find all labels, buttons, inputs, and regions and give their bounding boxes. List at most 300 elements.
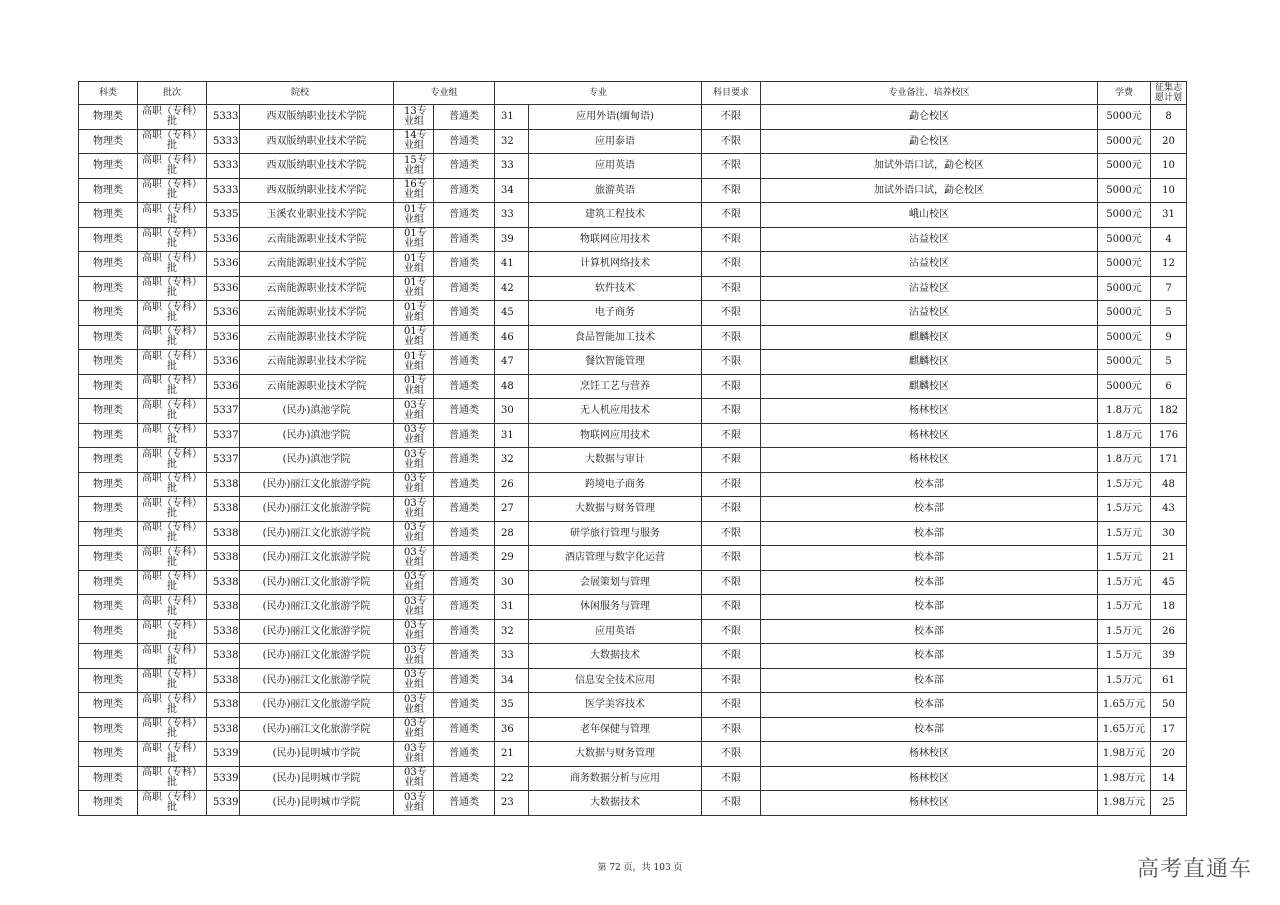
plan-count-cell: 8: [1151, 105, 1187, 130]
school-code-cell: 5338: [207, 693, 240, 718]
school-name-cell: (民办)昆明城市学院: [240, 766, 394, 791]
tuition-cell: 1.5万元: [1098, 472, 1151, 497]
group-type-cell: 普通类: [434, 374, 495, 399]
table-row: [79, 791, 1187, 816]
school-name-cell: 云南能源职业技术学院: [240, 350, 394, 375]
subject-req-cell: 不限: [702, 105, 761, 130]
major-code-cell: 26: [495, 472, 529, 497]
kelei-cell: 物理类: [79, 693, 138, 718]
plan-count-cell: 39: [1151, 644, 1187, 669]
page-footer: 第 72 页，共 103 页: [597, 863, 683, 873]
school-name-cell: (民办)丽江文化旅游学院: [240, 497, 394, 522]
tuition-cell: 1.5万元: [1098, 668, 1151, 693]
table-row: [79, 423, 1187, 448]
table-row: [79, 546, 1187, 571]
group-type-cell: 普通类: [434, 472, 495, 497]
school-code-cell: 5338: [207, 546, 240, 571]
kelei-cell: 物理类: [79, 717, 138, 742]
school-code-cell: 5338: [207, 717, 240, 742]
table-row: [79, 301, 1187, 326]
group-cell: 03专业组: [394, 570, 434, 595]
group-type-cell: 普通类: [434, 227, 495, 252]
table-row: [79, 766, 1187, 791]
pici-cell: 高职（专科）批: [138, 570, 207, 595]
major-name-cell: 酒店管理与数字化运营: [529, 546, 702, 571]
subject-req-cell: 不限: [702, 497, 761, 522]
tuition-cell: 1.5万元: [1098, 619, 1151, 644]
school-code-cell: 5338: [207, 497, 240, 522]
subject-req-cell: 不限: [702, 178, 761, 203]
subject-req-cell: 不限: [702, 399, 761, 424]
subject-req-cell: 不限: [702, 276, 761, 301]
subject-req-cell: 不限: [702, 203, 761, 228]
subject-req-cell: 不限: [702, 252, 761, 277]
major-code-cell: 31: [495, 595, 529, 620]
kelei-cell: 物理类: [79, 399, 138, 424]
school-name-cell: (民办)丽江文化旅游学院: [240, 693, 394, 718]
plan-count-cell: 7: [1151, 276, 1187, 301]
kelei-cell: 物理类: [79, 203, 138, 228]
pici-cell: 高职（专科）批: [138, 546, 207, 571]
major-code-cell: 23: [495, 791, 529, 816]
kelei-cell: 物理类: [79, 521, 138, 546]
major-name-cell: 计算机网络技术: [529, 252, 702, 277]
school-code-cell: 5336: [207, 252, 240, 277]
subject-req-cell: 不限: [702, 374, 761, 399]
pici-cell: 高职（专科）批: [138, 399, 207, 424]
subject-req-cell: 不限: [702, 766, 761, 791]
school-name-cell: (民办)昆明城市学院: [240, 791, 394, 816]
plan-count-cell: 30: [1151, 521, 1187, 546]
group-cell: 03专业组: [394, 472, 434, 497]
plan-count-cell: 26: [1151, 619, 1187, 644]
tuition-cell: 5000元: [1098, 276, 1151, 301]
tuition-cell: 1.8万元: [1098, 399, 1151, 424]
major-code-cell: 21: [495, 742, 529, 767]
pici-cell: 高职（专科）批: [138, 791, 207, 816]
remark-cell: 麒麟校区: [761, 374, 1098, 399]
remark-cell: 杨林校区: [761, 791, 1098, 816]
header-kemu: 科目要求: [702, 82, 761, 105]
kelei-cell: 物理类: [79, 252, 138, 277]
major-code-cell: 32: [495, 619, 529, 644]
tuition-cell: 5000元: [1098, 105, 1151, 130]
school-code-cell: 5339: [207, 766, 240, 791]
remark-cell: 杨林校区: [761, 766, 1098, 791]
remark-cell: 校本部: [761, 693, 1098, 718]
plan-count-cell: 176: [1151, 423, 1187, 448]
school-code-cell: 5338: [207, 521, 240, 546]
remark-cell: 峨山校区: [761, 203, 1098, 228]
pici-cell: 高职（专科）批: [138, 154, 207, 179]
school-code-cell: 5339: [207, 742, 240, 767]
major-name-cell: 烹饪工艺与营养: [529, 374, 702, 399]
major-name-cell: 大数据技术: [529, 644, 702, 669]
school-name-cell: 云南能源职业技术学院: [240, 252, 394, 277]
header-yuanxiao: 院校: [207, 82, 394, 105]
group-cell: 03专业组: [394, 717, 434, 742]
kelei-cell: 物理类: [79, 766, 138, 791]
pici-cell: 高职（专科）批: [138, 105, 207, 130]
major-name-cell: 研学旅行管理与服务: [529, 521, 702, 546]
table-row: [79, 668, 1187, 693]
remark-cell: 加试外语口试，勐仑校区: [761, 154, 1098, 179]
school-name-cell: (民办)丽江文化旅游学院: [240, 472, 394, 497]
kelei-cell: 物理类: [79, 374, 138, 399]
school-code-cell: 5336: [207, 374, 240, 399]
remark-cell: 杨林校区: [761, 448, 1098, 473]
school-name-cell: (民办)丽江文化旅游学院: [240, 644, 394, 669]
major-code-cell: 36: [495, 717, 529, 742]
remark-cell: 勐仑校区: [761, 105, 1098, 130]
major-name-cell: 应用外语(缅甸语): [529, 105, 702, 130]
group-cell: 03专业组: [394, 742, 434, 767]
group-cell: 13专业组: [394, 105, 434, 130]
major-code-cell: 22: [495, 766, 529, 791]
subject-req-cell: 不限: [702, 129, 761, 154]
tuition-cell: 1.5万元: [1098, 644, 1151, 669]
plan-count-cell: 6: [1151, 374, 1187, 399]
major-name-cell: 软件技术: [529, 276, 702, 301]
school-name-cell: (民办)丽江文化旅游学院: [240, 717, 394, 742]
table-row: [79, 105, 1187, 130]
pici-cell: 高职（专科）批: [138, 276, 207, 301]
tuition-cell: 1.8万元: [1098, 423, 1151, 448]
group-type-cell: 普通类: [434, 742, 495, 767]
major-code-cell: 31: [495, 105, 529, 130]
school-code-cell: 5337: [207, 423, 240, 448]
group-cell: 01专业组: [394, 252, 434, 277]
group-type-cell: 普通类: [434, 791, 495, 816]
tuition-cell: 5000元: [1098, 325, 1151, 350]
group-cell: 03专业组: [394, 546, 434, 571]
subject-req-cell: 不限: [702, 472, 761, 497]
group-type-cell: 普通类: [434, 448, 495, 473]
major-code-cell: 45: [495, 301, 529, 326]
major-code-cell: 33: [495, 154, 529, 179]
major-code-cell: 39: [495, 227, 529, 252]
table-row: [79, 129, 1187, 154]
major-name-cell: 大数据技术: [529, 791, 702, 816]
group-type-cell: 普通类: [434, 619, 495, 644]
group-type-cell: 普通类: [434, 350, 495, 375]
major-code-cell: 47: [495, 350, 529, 375]
plan-count-cell: 4: [1151, 227, 1187, 252]
group-cell: 03专业组: [394, 766, 434, 791]
kelei-cell: 物理类: [79, 497, 138, 522]
school-code-cell: 5338: [207, 644, 240, 669]
subject-req-cell: 不限: [702, 742, 761, 767]
major-name-cell: 食品智能加工技术: [529, 325, 702, 350]
group-cell: 03专业组: [394, 791, 434, 816]
school-name-cell: (民办)滇池学院: [240, 399, 394, 424]
tuition-cell: 1.65万元: [1098, 693, 1151, 718]
school-code-cell: 5336: [207, 276, 240, 301]
plan-count-cell: 61: [1151, 668, 1187, 693]
tuition-cell: 5000元: [1098, 374, 1151, 399]
remark-cell: 麒麟校区: [761, 325, 1098, 350]
school-name-cell: 云南能源职业技术学院: [240, 276, 394, 301]
plan-count-cell: 20: [1151, 742, 1187, 767]
table-row: [79, 203, 1187, 228]
plan-count-cell: 9: [1151, 325, 1187, 350]
kelei-cell: 物理类: [79, 791, 138, 816]
table-row: [79, 178, 1187, 203]
remark-cell: 校本部: [761, 521, 1098, 546]
table-row: [79, 717, 1187, 742]
pici-cell: 高职（专科）批: [138, 252, 207, 277]
school-code-cell: 5338: [207, 668, 240, 693]
pici-cell: 高职（专科）批: [138, 350, 207, 375]
header-xuefei: 学费: [1098, 82, 1151, 105]
remark-cell: 校本部: [761, 644, 1098, 669]
plan-count-cell: 43: [1151, 497, 1187, 522]
group-cell: 01专业组: [394, 374, 434, 399]
table-row: [79, 497, 1187, 522]
tuition-cell: 1.65万元: [1098, 717, 1151, 742]
major-name-cell: 建筑工程技术: [529, 203, 702, 228]
school-code-cell: 5338: [207, 570, 240, 595]
pici-cell: 高职（专科）批: [138, 423, 207, 448]
major-name-cell: 餐饮智能管理: [529, 350, 702, 375]
tuition-cell: 1.5万元: [1098, 570, 1151, 595]
kelei-cell: 物理类: [79, 105, 138, 130]
tuition-cell: 1.8万元: [1098, 448, 1151, 473]
pici-cell: 高职（专科）批: [138, 227, 207, 252]
kelei-cell: 物理类: [79, 423, 138, 448]
school-name-cell: (民办)丽江文化旅游学院: [240, 570, 394, 595]
major-name-cell: 会展策划与管理: [529, 570, 702, 595]
pici-cell: 高职（专科）批: [138, 497, 207, 522]
remark-cell: 加试外语口试，勐仑校区: [761, 178, 1098, 203]
subject-req-cell: 不限: [702, 154, 761, 179]
school-name-cell: 西双版纳职业技术学院: [240, 154, 394, 179]
pici-cell: 高职（专科）批: [138, 301, 207, 326]
group-cell: 03专业组: [394, 399, 434, 424]
watermark: 高考直通车: [1136, 857, 1252, 882]
school-name-cell: (民办)丽江文化旅游学院: [240, 546, 394, 571]
subject-req-cell: 不限: [702, 227, 761, 252]
group-cell: 14专业组: [394, 129, 434, 154]
plan-count-cell: 25: [1151, 791, 1187, 816]
pici-cell: 高职（专科）批: [138, 742, 207, 767]
table-row: [79, 619, 1187, 644]
school-code-cell: 5336: [207, 227, 240, 252]
plan-count-cell: 12: [1151, 252, 1187, 277]
remark-cell: 校本部: [761, 546, 1098, 571]
kelei-cell: 物理类: [79, 129, 138, 154]
school-name-cell: 西双版纳职业技术学院: [240, 105, 394, 130]
kelei-cell: 物理类: [79, 472, 138, 497]
group-type-cell: 普通类: [434, 546, 495, 571]
plan-count-cell: 21: [1151, 546, 1187, 571]
school-code-cell: 5335: [207, 203, 240, 228]
kelei-cell: 物理类: [79, 154, 138, 179]
remark-cell: 校本部: [761, 570, 1098, 595]
group-cell: 03专业组: [394, 595, 434, 620]
admission-plan-table: [78, 81, 1187, 816]
subject-req-cell: 不限: [702, 717, 761, 742]
group-type-cell: 普通类: [434, 766, 495, 791]
remark-cell: 校本部: [761, 595, 1098, 620]
pici-cell: 高职（专科）批: [138, 178, 207, 203]
pici-cell: 高职（专科）批: [138, 521, 207, 546]
school-name-cell: 云南能源职业技术学院: [240, 374, 394, 399]
subject-req-cell: 不限: [702, 791, 761, 816]
major-code-cell: 29: [495, 546, 529, 571]
subject-req-cell: 不限: [702, 350, 761, 375]
remark-cell: 杨林校区: [761, 742, 1098, 767]
header-jihua: 征集志愿计划: [1151, 82, 1187, 105]
group-type-cell: 普通类: [434, 252, 495, 277]
header-kelei: 科类: [79, 82, 138, 105]
plan-count-cell: 31: [1151, 203, 1187, 228]
pici-cell: 高职（专科）批: [138, 325, 207, 350]
subject-req-cell: 不限: [702, 325, 761, 350]
group-type-cell: 普通类: [434, 399, 495, 424]
major-name-cell: 商务数据分析与应用: [529, 766, 702, 791]
kelei-cell: 物理类: [79, 742, 138, 767]
group-type-cell: 普通类: [434, 423, 495, 448]
school-name-cell: 西双版纳职业技术学院: [240, 129, 394, 154]
major-code-cell: 28: [495, 521, 529, 546]
table-row: [79, 693, 1187, 718]
group-cell: 03专业组: [394, 619, 434, 644]
header-row: [79, 82, 1187, 105]
header-beizhu: 专业备注、培养校区: [761, 82, 1098, 105]
group-type-cell: 普通类: [434, 668, 495, 693]
subject-req-cell: 不限: [702, 595, 761, 620]
school-name-cell: 西双版纳职业技术学院: [240, 178, 394, 203]
major-code-cell: 33: [495, 644, 529, 669]
group-type-cell: 普通类: [434, 644, 495, 669]
kelei-cell: 物理类: [79, 448, 138, 473]
group-type-cell: 普通类: [434, 276, 495, 301]
major-code-cell: 30: [495, 570, 529, 595]
kelei-cell: 物理类: [79, 570, 138, 595]
tuition-cell: 5000元: [1098, 178, 1151, 203]
table-body: [79, 105, 1187, 816]
table-row: [79, 472, 1187, 497]
tuition-cell: 1.98万元: [1098, 766, 1151, 791]
major-name-cell: 大数据与财务管理: [529, 742, 702, 767]
major-code-cell: 34: [495, 178, 529, 203]
remark-cell: 麒麟校区: [761, 350, 1098, 375]
school-code-cell: 5336: [207, 350, 240, 375]
kelei-cell: 物理类: [79, 595, 138, 620]
remark-cell: 沾益校区: [761, 301, 1098, 326]
school-name-cell: (民办)丽江文化旅游学院: [240, 668, 394, 693]
plan-count-cell: 18: [1151, 595, 1187, 620]
major-code-cell: 46: [495, 325, 529, 350]
plan-count-cell: 17: [1151, 717, 1187, 742]
kelei-cell: 物理类: [79, 301, 138, 326]
kelei-cell: 物理类: [79, 644, 138, 669]
table-row: [79, 644, 1187, 669]
tuition-cell: 5000元: [1098, 154, 1151, 179]
school-code-cell: 5337: [207, 448, 240, 473]
school-code-cell: 5333: [207, 129, 240, 154]
table-row: [79, 350, 1187, 375]
major-name-cell: 信息安全技术应用: [529, 668, 702, 693]
group-cell: 01专业组: [394, 325, 434, 350]
tuition-cell: 5000元: [1098, 252, 1151, 277]
school-name-cell: (民办)丽江文化旅游学院: [240, 595, 394, 620]
plan-count-cell: 5: [1151, 350, 1187, 375]
table-row: [79, 742, 1187, 767]
remark-cell: 沾益校区: [761, 227, 1098, 252]
major-name-cell: 大数据与审计: [529, 448, 702, 473]
school-code-cell: 5336: [207, 325, 240, 350]
group-type-cell: 普通类: [434, 693, 495, 718]
group-cell: 01专业组: [394, 203, 434, 228]
pici-cell: 高职（专科）批: [138, 693, 207, 718]
subject-req-cell: 不限: [702, 423, 761, 448]
pici-cell: 高职（专科）批: [138, 595, 207, 620]
pici-cell: 高职（专科）批: [138, 374, 207, 399]
school-code-cell: 5337: [207, 399, 240, 424]
major-name-cell: 跨境电子商务: [529, 472, 702, 497]
table-row: [79, 595, 1187, 620]
group-cell: 03专业组: [394, 448, 434, 473]
group-type-cell: 普通类: [434, 521, 495, 546]
group-type-cell: 普通类: [434, 325, 495, 350]
group-cell: 16专业组: [394, 178, 434, 203]
remark-cell: 勐仑校区: [761, 129, 1098, 154]
table-row: [79, 276, 1187, 301]
group-cell: 03专业组: [394, 423, 434, 448]
plan-count-cell: 50: [1151, 693, 1187, 718]
tuition-cell: 5000元: [1098, 129, 1151, 154]
plan-count-cell: 171: [1151, 448, 1187, 473]
subject-req-cell: 不限: [702, 570, 761, 595]
plan-count-cell: 5: [1151, 301, 1187, 326]
subject-req-cell: 不限: [702, 668, 761, 693]
group-type-cell: 普通类: [434, 595, 495, 620]
kelei-cell: 物理类: [79, 276, 138, 301]
major-code-cell: 35: [495, 693, 529, 718]
tuition-cell: 5000元: [1098, 301, 1151, 326]
pici-cell: 高职（专科）批: [138, 766, 207, 791]
plan-count-cell: 10: [1151, 178, 1187, 203]
plan-count-cell: 10: [1151, 154, 1187, 179]
kelei-cell: 物理类: [79, 668, 138, 693]
pici-cell: 高职（专科）批: [138, 448, 207, 473]
plan-count-cell: 48: [1151, 472, 1187, 497]
tuition-cell: 5000元: [1098, 203, 1151, 228]
subject-req-cell: 不限: [702, 546, 761, 571]
school-code-cell: 5338: [207, 472, 240, 497]
major-code-cell: 33: [495, 203, 529, 228]
school-code-cell: 5338: [207, 619, 240, 644]
kelei-cell: 物理类: [79, 619, 138, 644]
tuition-cell: 1.5万元: [1098, 595, 1151, 620]
group-cell: 03专业组: [394, 668, 434, 693]
group-cell: 03专业组: [394, 644, 434, 669]
pici-cell: 高职（专科）批: [138, 717, 207, 742]
subject-req-cell: 不限: [702, 693, 761, 718]
school-code-cell: 5338: [207, 595, 240, 620]
group-cell: 03专业组: [394, 521, 434, 546]
plan-count-cell: 182: [1151, 399, 1187, 424]
major-name-cell: 物联网应用技术: [529, 423, 702, 448]
major-name-cell: 休闲服务与管理: [529, 595, 702, 620]
remark-cell: 沾益校区: [761, 252, 1098, 277]
subject-req-cell: 不限: [702, 644, 761, 669]
tuition-cell: 1.5万元: [1098, 521, 1151, 546]
kelei-cell: 物理类: [79, 178, 138, 203]
table-row: [79, 448, 1187, 473]
